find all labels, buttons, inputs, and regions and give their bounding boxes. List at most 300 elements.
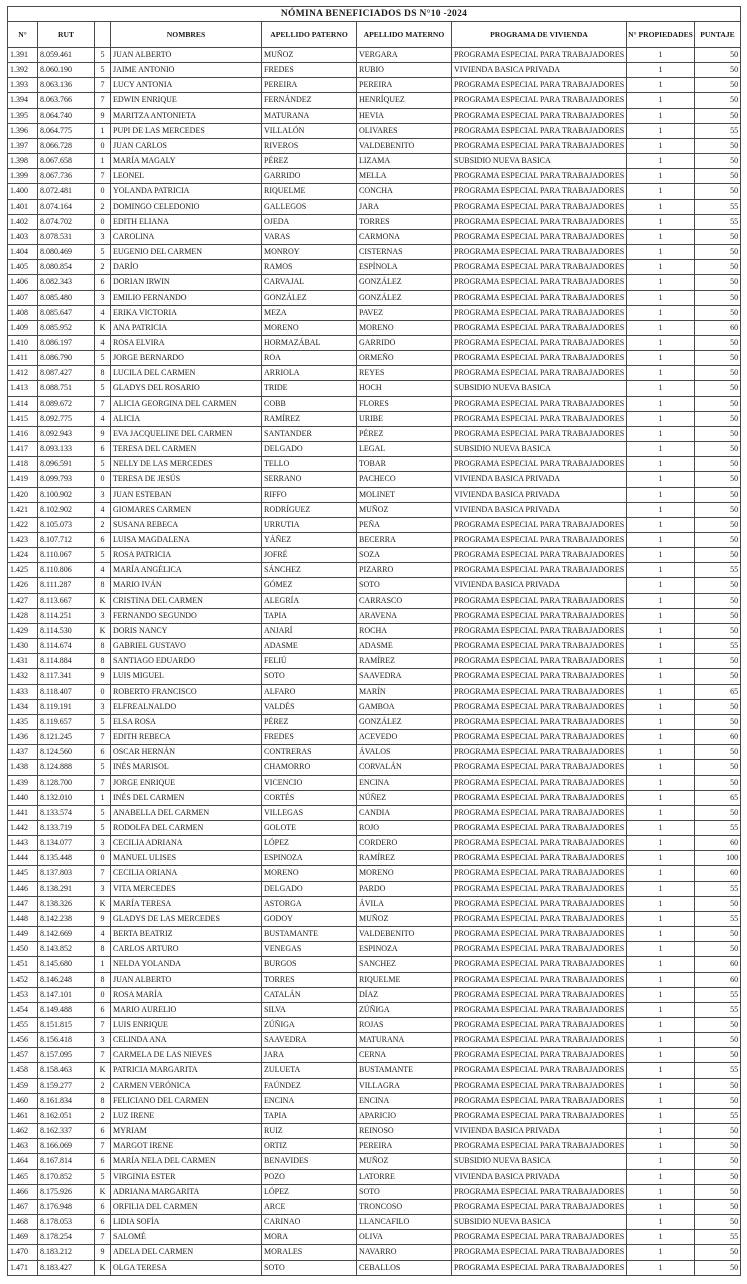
apellido-materno-cell: PARDO [357, 881, 452, 896]
num-propiedades-cell: 1 [627, 866, 695, 881]
rut-cell: 8.151.815 [38, 1018, 95, 1033]
apellido-materno-cell: MUÑOZ [357, 502, 452, 517]
num-propiedades-cell: 1 [627, 63, 695, 78]
rut-cell: 8.178.053 [38, 1215, 95, 1230]
num-propiedades-cell: 1 [627, 1002, 695, 1017]
programa-vivienda-cell: VIVIENDA BASICA PRIVADA [452, 1124, 627, 1139]
apellido-paterno-cell: MATURANA [262, 108, 357, 123]
puntaje-cell: 50 [695, 457, 741, 472]
apellido-paterno-cell: VILLALÓN [262, 123, 357, 138]
rut-cell: 8.064.740 [38, 108, 95, 123]
col-header-numero: N° [8, 22, 38, 48]
apellido-paterno-cell: SÁNCHEZ [262, 563, 357, 578]
nombres-cell: ELFREALNALDO [111, 699, 262, 714]
apellido-materno-cell: PÉREZ [357, 426, 452, 441]
table-row [8, 745, 741, 760]
num-propiedades-cell: 1 [627, 1093, 695, 1108]
nombres-cell: GLADYS DEL ROSARIO [111, 381, 262, 396]
programa-vivienda-cell: PROGRAMA ESPECIAL PARA TRABAJADORES [452, 1018, 627, 1033]
table-row [8, 320, 741, 335]
table-row [8, 669, 741, 684]
table-row [8, 351, 741, 366]
programa-vivienda-cell: PROGRAMA ESPECIAL PARA TRABAJADORES [452, 1139, 627, 1154]
programa-vivienda-cell: PROGRAMA ESPECIAL PARA TRABAJADORES [452, 851, 627, 866]
apellido-paterno-cell: SOTO [262, 669, 357, 684]
puntaje-cell: 55 [695, 123, 741, 138]
apellido-paterno-cell: JARA [262, 1048, 357, 1063]
rut-dv-cell: 3 [95, 290, 111, 305]
rut-cell: 8.183.212 [38, 1245, 95, 1260]
apellido-materno-cell: LEGAL [357, 442, 452, 457]
num-propiedades-cell: 1 [627, 1018, 695, 1033]
programa-vivienda-cell: PROGRAMA ESPECIAL PARA TRABAJADORES [452, 805, 627, 820]
rut-dv-cell: 6 [95, 275, 111, 290]
row-number-cell: 1.443 [8, 836, 38, 851]
num-propiedades-cell: 1 [627, 169, 695, 184]
nombres-cell: ROSA PATRICIA [111, 548, 262, 563]
row-number-cell: 1.432 [8, 669, 38, 684]
apellido-paterno-cell: DELGADO [262, 442, 357, 457]
nombres-cell: CECILIA ORIANA [111, 866, 262, 881]
puntaje-cell: 55 [695, 1108, 741, 1123]
table-row [8, 245, 741, 260]
apellido-paterno-cell: CONTRERAS [262, 745, 357, 760]
programa-vivienda-cell: PROGRAMA ESPECIAL PARA TRABAJADORES [452, 654, 627, 669]
row-number-cell: 1.408 [8, 305, 38, 320]
row-number-cell: 1.393 [8, 78, 38, 93]
rut-dv-cell: 7 [95, 396, 111, 411]
nombres-cell: EDWIN ENRIQUE [111, 93, 262, 108]
programa-vivienda-cell: PROGRAMA ESPECIAL PARA TRABAJADORES [452, 351, 627, 366]
rut-dv-cell: 5 [95, 245, 111, 260]
row-number-cell: 1.450 [8, 942, 38, 957]
apellido-paterno-cell: FAÚNDEZ [262, 1078, 357, 1093]
apellido-materno-cell: BECERRA [357, 533, 452, 548]
nombres-cell: LUIS MIGUEL [111, 669, 262, 684]
puntaje-cell: 50 [695, 517, 741, 532]
apellido-materno-cell: GARRIDO [357, 335, 452, 350]
apellido-materno-cell: LATORRE [357, 1169, 452, 1184]
programa-vivienda-cell: PROGRAMA ESPECIAL PARA TRABAJADORES [452, 78, 627, 93]
table-row [8, 563, 741, 578]
nombres-cell: MYRIAM [111, 1124, 262, 1139]
programa-vivienda-cell: PROGRAMA ESPECIAL PARA TRABAJADORES [452, 1002, 627, 1017]
rut-cell: 8.110.067 [38, 548, 95, 563]
apellido-paterno-cell: SILVA [262, 1002, 357, 1017]
table-row [8, 472, 741, 487]
rut-dv-cell: 7 [95, 1048, 111, 1063]
puntaje-cell: 50 [695, 108, 741, 123]
rut-cell: 8.142.238 [38, 911, 95, 926]
table-row [8, 184, 741, 199]
table-row [8, 760, 741, 775]
puntaje-cell: 55 [695, 639, 741, 654]
row-number-cell: 1.456 [8, 1033, 38, 1048]
rut-dv-cell: 2 [95, 517, 111, 532]
nombres-cell: JUAN ESTEBAN [111, 487, 262, 502]
apellido-paterno-cell: PÉREZ [262, 714, 357, 729]
apellido-paterno-cell: FERNÁNDEZ [262, 93, 357, 108]
apellido-materno-cell: MATURANA [357, 1033, 452, 1048]
puntaje-cell: 50 [695, 775, 741, 790]
num-propiedades-cell: 1 [627, 442, 695, 457]
nombres-cell: INÉS DEL CARMEN [111, 790, 262, 805]
table-row [8, 972, 741, 987]
programa-vivienda-cell: PROGRAMA ESPECIAL PARA TRABAJADORES [452, 957, 627, 972]
table-row [8, 820, 741, 835]
apellido-materno-cell: FLORES [357, 396, 452, 411]
apellido-paterno-cell: VENEGAS [262, 942, 357, 957]
row-number-cell: 1.448 [8, 911, 38, 926]
nombres-cell: OLGA TERESA [111, 1260, 262, 1275]
puntaje-cell: 60 [695, 730, 741, 745]
row-number-cell: 1.413 [8, 381, 38, 396]
puntaje-cell: 50 [695, 396, 741, 411]
puntaje-cell: 50 [695, 275, 741, 290]
programa-vivienda-cell: PROGRAMA ESPECIAL PARA TRABAJADORES [452, 1093, 627, 1108]
apellido-materno-cell: NÚÑEZ [357, 790, 452, 805]
nombres-cell: FELICIANO DEL CARMEN [111, 1093, 262, 1108]
puntaje-cell: 50 [695, 93, 741, 108]
rut-dv-cell: 9 [95, 108, 111, 123]
col-header-num-propiedades: N° PROPIEDADES [627, 22, 695, 48]
table-row [8, 1215, 741, 1230]
apellido-materno-cell: SOTO [357, 578, 452, 593]
apellido-materno-cell: GAMBOA [357, 699, 452, 714]
nombres-cell: EDITH ELIANA [111, 214, 262, 229]
col-header-nombres: NOMBRES [111, 22, 262, 48]
table-row [8, 108, 741, 123]
num-propiedades-cell: 1 [627, 381, 695, 396]
rut-dv-cell: 5 [95, 760, 111, 775]
apellido-materno-cell: SOTO [357, 1184, 452, 1199]
table-row [8, 1260, 741, 1275]
row-number-cell: 1.444 [8, 851, 38, 866]
rut-cell: 8.133.719 [38, 820, 95, 835]
apellido-paterno-cell: MEZA [262, 305, 357, 320]
apellido-paterno-cell: GOLOTE [262, 820, 357, 835]
puntaje-cell: 50 [695, 927, 741, 942]
num-propiedades-cell: 1 [627, 578, 695, 593]
programa-vivienda-cell: VIVIENDA BASICA PRIVADA [452, 472, 627, 487]
apellido-paterno-cell: URRUTIA [262, 517, 357, 532]
num-propiedades-cell: 1 [627, 745, 695, 760]
apellido-paterno-cell: GÓMEZ [262, 578, 357, 593]
num-propiedades-cell: 1 [627, 942, 695, 957]
programa-vivienda-cell: VIVIENDA BASICA PRIVADA [452, 63, 627, 78]
nombres-cell: MARÍA NELA DEL CARMEN [111, 1154, 262, 1169]
puntaje-cell: 60 [695, 957, 741, 972]
programa-vivienda-cell: PROGRAMA ESPECIAL PARA TRABAJADORES [452, 275, 627, 290]
apellido-materno-cell: MARÍN [357, 684, 452, 699]
apellido-paterno-cell: CARVAJAL [262, 275, 357, 290]
apellido-materno-cell: VERGARA [357, 48, 452, 63]
nombres-cell: JUAN CARLOS [111, 138, 262, 153]
num-propiedades-cell: 1 [627, 93, 695, 108]
nombres-cell: ANA PATRICIA [111, 320, 262, 335]
rut-dv-cell: 9 [95, 1245, 111, 1260]
rut-cell: 8.093.133 [38, 442, 95, 457]
row-number-cell: 1.391 [8, 48, 38, 63]
row-number-cell: 1.416 [8, 426, 38, 441]
apellido-materno-cell: JARA [357, 199, 452, 214]
apellido-materno-cell: CORDERO [357, 836, 452, 851]
rut-cell: 8.121.245 [38, 730, 95, 745]
table-row [8, 229, 741, 244]
apellido-paterno-cell: POZO [262, 1169, 357, 1184]
rut-cell: 8.082.343 [38, 275, 95, 290]
table-row [8, 93, 741, 108]
num-propiedades-cell: 1 [627, 654, 695, 669]
rut-dv-cell: 4 [95, 335, 111, 350]
programa-vivienda-cell: PROGRAMA ESPECIAL PARA TRABAJADORES [452, 214, 627, 229]
rut-cell: 8.176.948 [38, 1199, 95, 1214]
apellido-materno-cell: RAMÍREZ [357, 851, 452, 866]
row-number-cell: 1.454 [8, 1002, 38, 1017]
apellido-materno-cell: LLANCAFILO [357, 1215, 452, 1230]
rut-cell: 8.074.164 [38, 199, 95, 214]
row-number-cell: 1.424 [8, 548, 38, 563]
nombres-cell: CECILIA ADRIANA [111, 836, 262, 851]
rut-dv-cell: 5 [95, 1169, 111, 1184]
nombres-cell: DORIAN IRWIN [111, 275, 262, 290]
programa-vivienda-cell: PROGRAMA ESPECIAL PARA TRABAJADORES [452, 669, 627, 684]
row-number-cell: 1.394 [8, 93, 38, 108]
table-row [8, 1093, 741, 1108]
rut-dv-cell: 8 [95, 942, 111, 957]
programa-vivienda-cell: PROGRAMA ESPECIAL PARA TRABAJADORES [452, 1245, 627, 1260]
puntaje-cell: 50 [695, 138, 741, 153]
nombres-cell: MARITZA ANTONIETA [111, 108, 262, 123]
rut-dv-cell: 7 [95, 78, 111, 93]
apellido-materno-cell: ROJO [357, 820, 452, 835]
apellido-paterno-cell: RODRÍGUEZ [262, 502, 357, 517]
rut-cell: 8.124.888 [38, 760, 95, 775]
programa-vivienda-cell: PROGRAMA ESPECIAL PARA TRABAJADORES [452, 563, 627, 578]
num-propiedades-cell: 1 [627, 1063, 695, 1078]
rut-dv-cell: 5 [95, 457, 111, 472]
row-number-cell: 1.453 [8, 987, 38, 1002]
rut-dv-cell: 9 [95, 426, 111, 441]
num-propiedades-cell: 1 [627, 714, 695, 729]
num-propiedades-cell: 1 [627, 972, 695, 987]
rut-cell: 8.143.852 [38, 942, 95, 957]
num-propiedades-cell: 1 [627, 108, 695, 123]
rut-dv-cell: 7 [95, 730, 111, 745]
apellido-paterno-cell: MONROY [262, 245, 357, 260]
num-propiedades-cell: 1 [627, 366, 695, 381]
apellido-paterno-cell: ALEGRÍA [262, 593, 357, 608]
programa-vivienda-cell: PROGRAMA ESPECIAL PARA TRABAJADORES [452, 366, 627, 381]
rut-cell: 8.087.427 [38, 366, 95, 381]
rut-dv-cell: 4 [95, 411, 111, 426]
puntaje-cell: 50 [695, 608, 741, 623]
row-number-cell: 1.403 [8, 229, 38, 244]
rut-cell: 8.145.680 [38, 957, 95, 972]
num-propiedades-cell: 1 [627, 487, 695, 502]
row-number-cell: 1.433 [8, 684, 38, 699]
programa-vivienda-cell: SUBSIDIO NUEVA BASICA [452, 154, 627, 169]
puntaje-cell: 50 [695, 245, 741, 260]
row-number-cell: 1.401 [8, 199, 38, 214]
nombres-cell: NELLY DE LAS MERCEDES [111, 457, 262, 472]
apellido-paterno-cell: PÉREZ [262, 154, 357, 169]
rut-cell: 8.132.010 [38, 790, 95, 805]
rut-dv-cell: 8 [95, 654, 111, 669]
row-number-cell: 1.420 [8, 487, 38, 502]
apellido-materno-cell: ESPÍNOLA [357, 260, 452, 275]
num-propiedades-cell: 1 [627, 260, 695, 275]
num-propiedades-cell: 1 [627, 699, 695, 714]
puntaje-cell: 50 [695, 533, 741, 548]
rut-dv-cell: 5 [95, 351, 111, 366]
programa-vivienda-cell: PROGRAMA ESPECIAL PARA TRABAJADORES [452, 1078, 627, 1093]
rut-cell: 8.089.672 [38, 396, 95, 411]
rut-cell: 8.133.574 [38, 805, 95, 820]
num-propiedades-cell: 1 [627, 957, 695, 972]
col-header-puntaje: PUNTAJE [695, 22, 741, 48]
table-row [8, 1018, 741, 1033]
apellido-materno-cell: LIZAMA [357, 154, 452, 169]
apellido-paterno-cell: ADASME [262, 639, 357, 654]
apellido-paterno-cell: LÓPEZ [262, 836, 357, 851]
nombres-cell: LUCY ANTONIA [111, 78, 262, 93]
rut-cell: 8.067.736 [38, 169, 95, 184]
apellido-paterno-cell: GONZÁLEZ [262, 290, 357, 305]
apellido-materno-cell: GONZÁLEZ [357, 275, 452, 290]
apellido-materno-cell: PACHECO [357, 472, 452, 487]
table-title: NÓMINA BENEFICIADOS DS N°10 -2024 [8, 7, 741, 22]
rut-dv-cell: 7 [95, 1139, 111, 1154]
rut-cell: 8.080.854 [38, 260, 95, 275]
row-number-cell: 1.455 [8, 1018, 38, 1033]
row-number-cell: 1.411 [8, 351, 38, 366]
programa-vivienda-cell: PROGRAMA ESPECIAL PARA TRABAJADORES [452, 684, 627, 699]
rut-dv-cell: 6 [95, 1215, 111, 1230]
num-propiedades-cell: 1 [627, 1108, 695, 1123]
nombres-cell: LUIS ENRIQUE [111, 1018, 262, 1033]
row-number-cell: 1.438 [8, 760, 38, 775]
apellido-paterno-cell: FREDES [262, 63, 357, 78]
row-number-cell: 1.423 [8, 533, 38, 548]
apellido-materno-cell: APARICIO [357, 1108, 452, 1123]
nombres-cell: SUSANA REBECA [111, 517, 262, 532]
num-propiedades-cell: 1 [627, 123, 695, 138]
apellido-paterno-cell: RAMÍREZ [262, 411, 357, 426]
rut-dv-cell: 1 [95, 790, 111, 805]
table-row [8, 714, 741, 729]
apellido-paterno-cell: MORALES [262, 1245, 357, 1260]
rut-dv-cell: 4 [95, 563, 111, 578]
rut-dv-cell: 6 [95, 1154, 111, 1169]
programa-vivienda-cell: SUBSIDIO NUEVA BASICA [452, 1215, 627, 1230]
table-row [8, 366, 741, 381]
rut-cell: 8.113.667 [38, 593, 95, 608]
rut-dv-cell: 5 [95, 48, 111, 63]
num-propiedades-cell: 1 [627, 275, 695, 290]
programa-vivienda-cell: PROGRAMA ESPECIAL PARA TRABAJADORES [452, 260, 627, 275]
rut-cell: 8.162.337 [38, 1124, 95, 1139]
apellido-paterno-cell: TAPIA [262, 1108, 357, 1123]
num-propiedades-cell: 1 [627, 896, 695, 911]
nombres-cell: EMILIO FERNANDO [111, 290, 262, 305]
rut-cell: 8.162.051 [38, 1108, 95, 1123]
puntaje-cell: 50 [695, 1139, 741, 1154]
apellido-paterno-cell: MORA [262, 1230, 357, 1245]
num-propiedades-cell: 1 [627, 290, 695, 305]
table-row [8, 1169, 741, 1184]
nombres-cell: GLADYS DE LAS MERCEDES [111, 911, 262, 926]
programa-vivienda-cell: PROGRAMA ESPECIAL PARA TRABAJADORES [452, 760, 627, 775]
programa-vivienda-cell: PROGRAMA ESPECIAL PARA TRABAJADORES [452, 639, 627, 654]
nombres-cell: MARÍA MAGALY [111, 154, 262, 169]
puntaje-cell: 50 [695, 366, 741, 381]
puntaje-cell: 50 [695, 654, 741, 669]
apellido-materno-cell: ZÚÑIGA [357, 1002, 452, 1017]
rut-cell: 8.142.669 [38, 927, 95, 942]
num-propiedades-cell: 1 [627, 563, 695, 578]
apellido-materno-cell: ENCINA [357, 1093, 452, 1108]
programa-vivienda-cell: PROGRAMA ESPECIAL PARA TRABAJADORES [452, 896, 627, 911]
nombres-cell: LUISA MAGDALENA [111, 533, 262, 548]
row-number-cell: 1.410 [8, 335, 38, 350]
row-number-cell: 1.414 [8, 396, 38, 411]
table-row [8, 1048, 741, 1063]
table-head [8, 7, 741, 48]
programa-vivienda-cell: PROGRAMA ESPECIAL PARA TRABAJADORES [452, 790, 627, 805]
row-number-cell: 1.397 [8, 138, 38, 153]
puntaje-cell: 55 [695, 820, 741, 835]
row-number-cell: 1.417 [8, 442, 38, 457]
nombres-cell: JORGE BERNARDO [111, 351, 262, 366]
programa-vivienda-cell: SUBSIDIO NUEVA BASICA [452, 442, 627, 457]
puntaje-cell: 55 [695, 214, 741, 229]
num-propiedades-cell: 1 [627, 214, 695, 229]
table-row [8, 957, 741, 972]
programa-vivienda-cell: PROGRAMA ESPECIAL PARA TRABAJADORES [452, 714, 627, 729]
programa-vivienda-cell: PROGRAMA ESPECIAL PARA TRABAJADORES [452, 517, 627, 532]
row-number-cell: 1.406 [8, 275, 38, 290]
rut-dv-cell: K [95, 593, 111, 608]
rut-cell: 8.161.834 [38, 1093, 95, 1108]
puntaje-cell: 50 [695, 335, 741, 350]
rut-dv-cell: 0 [95, 472, 111, 487]
apellido-paterno-cell: PEREIRA [262, 78, 357, 93]
programa-vivienda-cell: VIVIENDA BASICA PRIVADA [452, 487, 627, 502]
puntaje-cell: 50 [695, 169, 741, 184]
row-number-cell: 1.439 [8, 775, 38, 790]
table-row [8, 1230, 741, 1245]
puntaje-cell: 50 [695, 426, 741, 441]
apellido-materno-cell: CARMONA [357, 229, 452, 244]
row-number-cell: 1.415 [8, 411, 38, 426]
programa-vivienda-cell: PROGRAMA ESPECIAL PARA TRABAJADORES [452, 1033, 627, 1048]
apellido-paterno-cell: FELIÚ [262, 654, 357, 669]
apellido-paterno-cell: RIQUELME [262, 184, 357, 199]
rut-dv-cell: 1 [95, 154, 111, 169]
rut-dv-cell: 5 [95, 820, 111, 835]
programa-vivienda-cell: PROGRAMA ESPECIAL PARA TRABAJADORES [452, 1184, 627, 1199]
nombres-cell: NELDA YOLANDA [111, 957, 262, 972]
row-number-cell: 1.451 [8, 957, 38, 972]
nombres-cell: CELINDA ANA [111, 1033, 262, 1048]
num-propiedades-cell: 1 [627, 927, 695, 942]
programa-vivienda-cell: PROGRAMA ESPECIAL PARA TRABAJADORES [452, 93, 627, 108]
apellido-paterno-cell: ESPINOZA [262, 851, 357, 866]
programa-vivienda-cell: PROGRAMA ESPECIAL PARA TRABAJADORES [452, 457, 627, 472]
table-row [8, 1108, 741, 1123]
table-row [8, 1033, 741, 1048]
